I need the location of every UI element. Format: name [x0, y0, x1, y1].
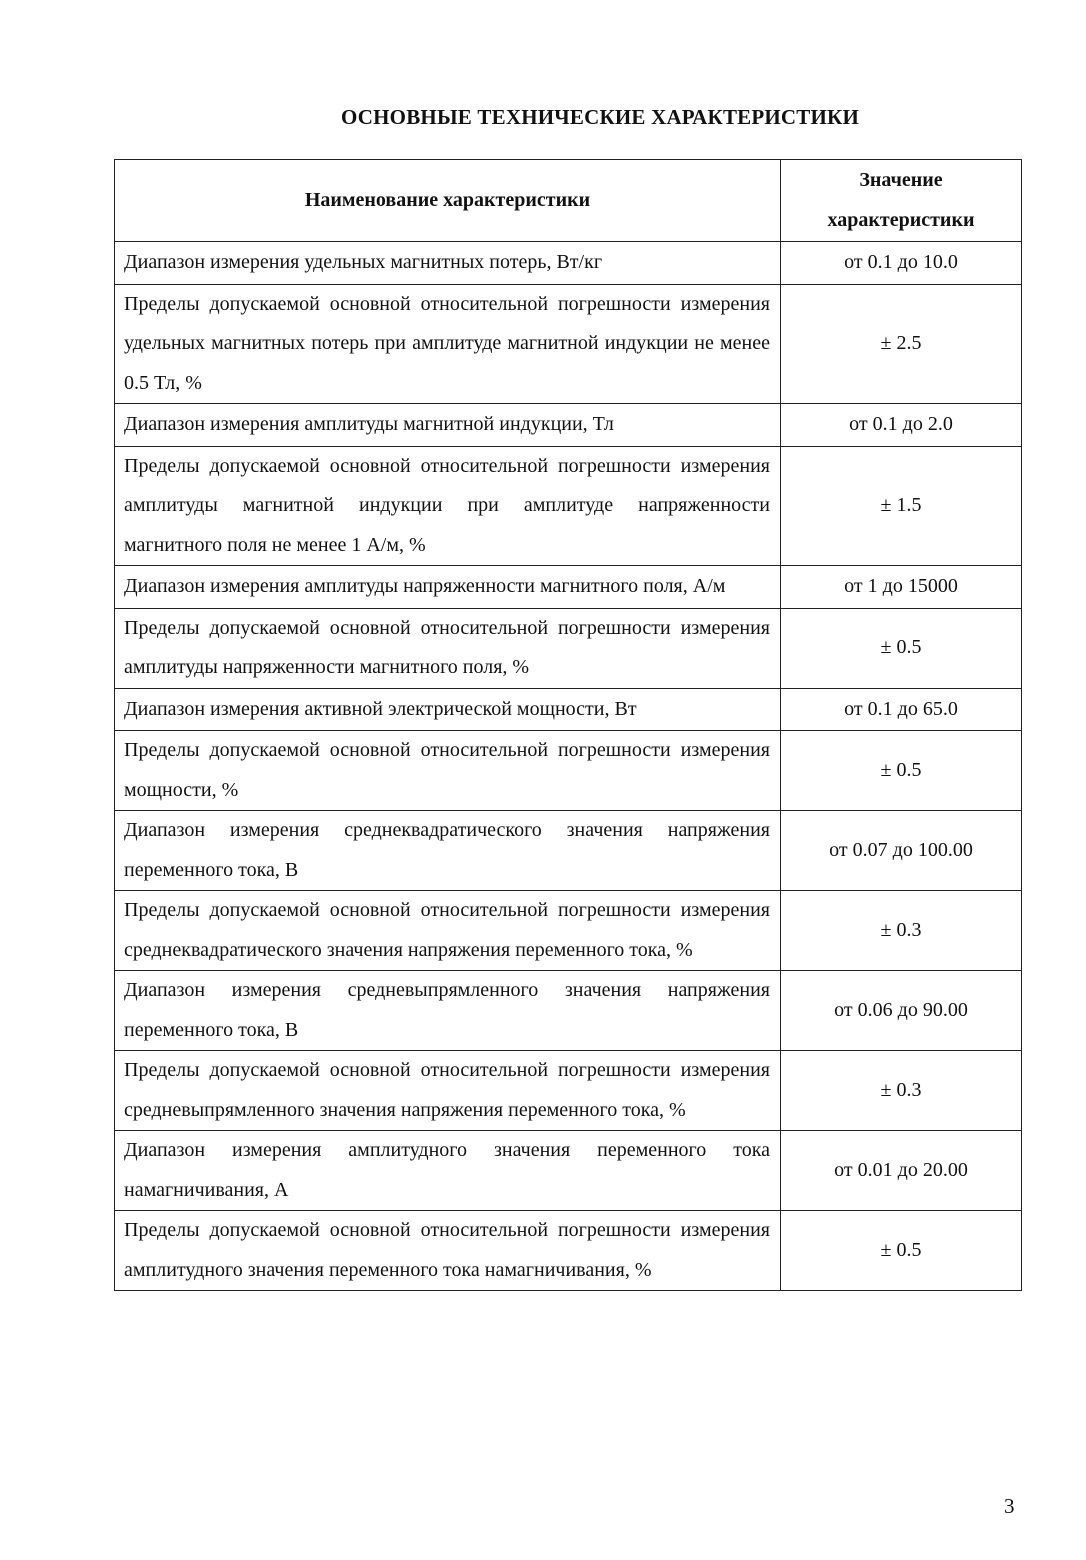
characteristic-name: Пределы допускаемой основной относительной погрешности измерения удельных магнитных потерь при амплитуде магнитной индукции не менее 0.5 Тл, % [115, 284, 781, 404]
characteristic-value: от 0.1 до 10.0 [781, 242, 1022, 285]
characteristic-name: Пределы допускаемой основной относительной погрешности измерения средневыпрямленного значения напряжения переменного тока, % [115, 1051, 781, 1131]
characteristic-value: ± 2.5 [781, 284, 1022, 404]
characteristic-name: Диапазон измерения удельных магнитных потерь, Вт/кг [115, 242, 781, 285]
characteristic-value: ± 0.5 [781, 1211, 1022, 1291]
table-row [115, 242, 1022, 285]
page-number: 3 [1004, 1494, 1015, 1518]
header-value: Значение характеристики [781, 160, 1022, 242]
characteristic-name: Диапазон измерения средневыпрямленного значения напряжения переменного тока, В [115, 971, 781, 1051]
characteristic-value: ± 1.5 [781, 446, 1022, 566]
table-header-row [115, 160, 1022, 242]
table-row [115, 404, 1022, 447]
characteristic-value: от 0.1 до 2.0 [781, 404, 1022, 447]
characteristic-name: Пределы допускаемой основной относительной погрешности измерения амплитудного значения переменного тока намагничивания, % [115, 1211, 781, 1291]
characteristic-name: Пределы допускаемой основной относительной погрешности измерения амплитуды напряженности магнитного поля, % [115, 608, 781, 688]
table-row [115, 1211, 1022, 1291]
characteristic-name: Диапазон измерения амплитуды магнитной индукции, Тл [115, 404, 781, 447]
table-row [115, 1051, 1022, 1131]
characteristic-name: Диапазон измерения среднеквадратического значения напряжения переменного тока, В [115, 811, 781, 891]
table-row [115, 688, 1022, 731]
characteristic-value: ± 0.5 [781, 731, 1022, 811]
characteristic-name: Диапазон измерения амплитудного значения переменного тока намагничивания, А [115, 1131, 781, 1211]
table-row [115, 566, 1022, 609]
characteristics-table [114, 159, 1022, 1291]
table-row [115, 446, 1022, 566]
characteristic-value: ± 0.5 [781, 608, 1022, 688]
document-title: ОСНОВНЫЕ ТЕХНИЧЕСКИЕ ХАРАКТЕРИСТИКИ [340, 105, 859, 129]
table-row [115, 891, 1022, 971]
characteristic-value: от 0.01 до 20.00 [781, 1131, 1022, 1211]
characteristic-value: ± 0.3 [781, 891, 1022, 971]
characteristic-value: от 0.07 до 100.00 [781, 811, 1022, 891]
table-row [115, 811, 1022, 891]
characteristic-name: Пределы допускаемой основной относительной погрешности измерения мощности, % [115, 731, 781, 811]
characteristic-value: от 1 до 15000 [781, 566, 1022, 609]
table-row [115, 1131, 1022, 1211]
table-row [115, 971, 1022, 1051]
characteristic-name: Диапазон измерения амплитуды напряженности магнитного поля, А/м [115, 566, 781, 609]
characteristic-name: Диапазон измерения активной электрической мощности, Вт [115, 688, 781, 731]
characteristic-value: ± 0.3 [781, 1051, 1022, 1131]
characteristic-name: Пределы допускаемой основной относительной погрешности измерения среднеквадратического значения напряжения переменного тока, % [115, 891, 781, 971]
characteristic-value: от 0.06 до 90.00 [781, 971, 1022, 1051]
characteristic-name: Пределы допускаемой основной относительной погрешности измерения амплитуды магнитной индукции при амплитуде напряженности магнитного поля не менее 1 А/м, % [115, 446, 781, 566]
header-name: Наименование характеристики [115, 160, 781, 242]
table-row [115, 731, 1022, 811]
table-row [115, 608, 1022, 688]
table-row [115, 284, 1022, 404]
characteristic-value: от 0.1 до 65.0 [781, 688, 1022, 731]
